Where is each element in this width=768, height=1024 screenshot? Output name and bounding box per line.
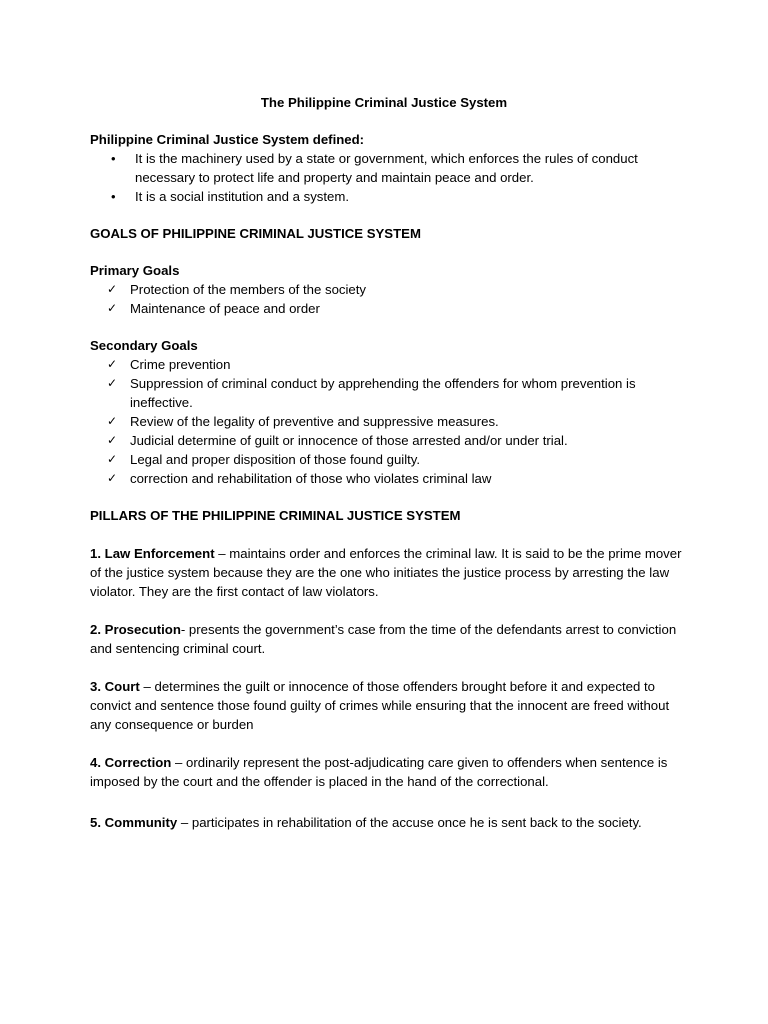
pillar-law-enforcement: 1. Law Enforcement – maintains order and enforces the criminal law. It is said to be the prime mover of the justice system because they are the one who initiates the justice process by arresting the law violator. They are the first contact of law violators. [90, 546, 682, 599]
checkmark-icon: ✓ [107, 471, 118, 485]
checkmark-icon: ✓ [107, 433, 118, 447]
list-item: ✓ Judicial determine of guilt or innocence of those arrested and/or under trial. [107, 433, 568, 448]
checkmark-icon: ✓ [107, 414, 118, 428]
list-item: ✓ Maintenance of peace and order [107, 301, 320, 316]
primary-goals-heading: Primary Goals [90, 263, 180, 278]
bullet-icon: • [111, 151, 116, 166]
list-item: • It is a social institution and a system. [111, 189, 350, 204]
checkmark-icon: ✓ [107, 282, 118, 296]
checkmark-icon: ✓ [107, 452, 118, 466]
checkmark-icon: ✓ [107, 376, 118, 390]
list-item: ✓ Suppression of criminal conduct by apprehending the offenders for whom prevention is ineffective. [107, 376, 636, 410]
list-item: • It is the machinery used by a state or government, which enforces the rules of conduct necessary to protect life and property and maintain peace and order. [111, 151, 638, 185]
list-item: ✓ Crime prevention [107, 357, 231, 372]
secondary-goals-list [90, 355, 690, 488]
checkmark-icon: ✓ [107, 301, 118, 315]
list-item: ✓ correction and rehabilitation of those who violates criminal law [107, 471, 492, 486]
pillars-heading: PILLARS OF THE PHILIPPINE CRIMINAL JUSTICE SYSTEM [90, 508, 461, 523]
pillar-court: 3. Court – determines the guilt or innocence of those offenders brought before it and expected to convict and sentence those found guilty of crimes while ensuring that the innocent are freed without any consequence or burden [90, 679, 670, 732]
list-item: ✓ Review of the legality of preventive and suppressive measures. [107, 414, 499, 429]
list-item: ✓ Legal and proper disposition of those found guilty. [107, 452, 421, 467]
pillar-prosecution: 2. Prosecution- presents the government’s case from the time of the defendants arrest to conviction and sentencing criminal court. [90, 622, 677, 656]
goals-heading: GOALS OF PHILIPPINE CRIMINAL JUSTICE SYSTEM [90, 226, 421, 241]
document-title: The Philippine Criminal Justice System [260, 95, 508, 110]
pillar-community: 5. Community – participates in rehabilitation of the accuse once he is sent back to the society. [90, 815, 642, 830]
pillar-correction: 4. Correction – ordinarily represent the post-adjudicating care given to offenders when sentence is imposed by the court and the offender is placed in the hand of the correctional. [90, 755, 668, 789]
document-body [90, 93, 690, 832]
bullet-icon: • [111, 189, 116, 204]
definition-heading: Philippine Criminal Justice System defined: [90, 132, 365, 147]
checkmark-icon: ✓ [107, 357, 118, 371]
secondary-goals-heading: Secondary Goals [90, 338, 198, 353]
list-item: ✓ Protection of the members of the society [107, 282, 367, 297]
definition-list [90, 149, 690, 206]
primary-goals-list [90, 280, 690, 318]
